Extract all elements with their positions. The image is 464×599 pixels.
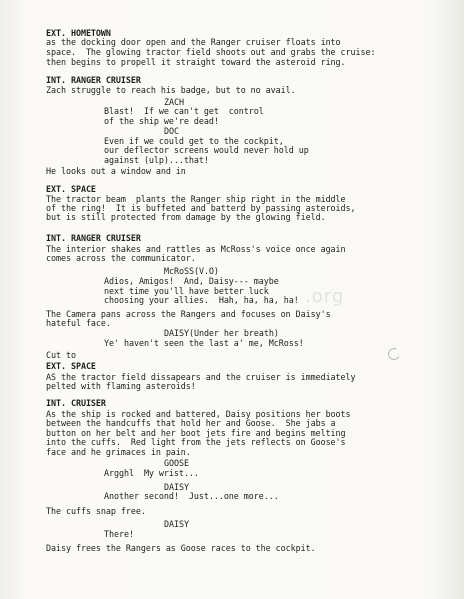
dialogue-line: There!: [104, 529, 134, 539]
dialogue-line: Ye' haven't seen the last a' me, McRoss!: [104, 338, 304, 348]
action-line: The tractor beam plants the Ranger ship right in the middle: [46, 194, 346, 204]
character-name: ZACH: [164, 97, 184, 107]
dialogue-line: Even if we could get to the cockpit,: [104, 136, 284, 146]
watermark: .org: [305, 286, 345, 307]
character-name: DAISY: [164, 482, 189, 492]
scene-heading: EXT. SPACE: [46, 361, 96, 371]
action-line: but is still protected from damage by the glowing field.: [46, 212, 326, 222]
action-line: button on her belt and her boot jets fire and begins melting: [46, 428, 346, 438]
action-line: As the ship is rocked and battered, Daisy positions her boots: [46, 409, 351, 419]
action-line: of the ring! It is buffeted and batterd by passing asteroids,: [46, 203, 356, 213]
character-name: GOOSE: [164, 458, 189, 468]
action-line: comes across the communicator.: [46, 253, 196, 263]
action-line: The interior shakes and rattles as McRoss's voice once again: [46, 244, 346, 254]
dialogue-line: of the ship we're dead!: [104, 116, 219, 126]
action-line: Daisy frees the Rangers as Goose races to the cockpit.: [46, 543, 316, 553]
scene-heading: INT. CRUISER: [46, 398, 106, 408]
page-smudge-mark: [386, 346, 401, 361]
dialogue-line: against (ulp)...that!: [104, 155, 209, 165]
action-line: face and he grimaces in pain.: [46, 447, 191, 457]
action-line: pelted with flaming asteroids!: [46, 381, 196, 391]
scene-heading: EXT. SPACE: [46, 184, 96, 194]
action-line: as the docking door open and the Ranger cruiser floats into: [46, 37, 341, 47]
dialogue-line: Another second! Just...one more...: [104, 491, 279, 501]
scene-heading: INT. RANGER CRUISER: [46, 75, 141, 85]
scene-heading: INT. RANGER CRUISER: [46, 233, 141, 243]
dialogue-line: Blast! If we can't get control: [104, 106, 264, 116]
dialogue-line: choosing your allies. Hah, ha, ha, ha!: [104, 295, 299, 305]
action-line: AS the tractor field dissapears and the cruiser is immediately: [46, 372, 356, 382]
action-line: space. The glowing tractor field shoots out and grabs the cruise:: [46, 47, 376, 57]
action-line: hateful face.: [46, 318, 111, 328]
action-line: The Camera pans across the Rangers and focuses on Daisy's: [46, 309, 331, 319]
character-name: DAISY: [164, 519, 189, 529]
character-name: McRoSS(V.O): [164, 266, 219, 276]
dialogue-line: Adios, Amigos! And, Daisy--- maybe: [104, 276, 279, 286]
action-line: into the cuffs. Red light from the jets reflects on Goose's: [46, 437, 346, 447]
character-name: DAISY(Under her breath): [164, 328, 279, 338]
transition: Cut to: [46, 350, 76, 360]
dialogue-line: our deflector screens would never hold up: [104, 145, 309, 155]
action-line: He looks out a window and in: [46, 166, 186, 176]
scene-heading: EXT. HOMETOWN: [46, 28, 111, 38]
dialogue-line: Argghl My wrist...: [104, 468, 199, 478]
dialogue-line: next time you'll have better luck: [104, 286, 269, 296]
action-line: between the handcuffs that hold her and Goose. She jabs a: [46, 418, 336, 428]
action-line: Zach struggle to reach his badge, but to no avail.: [46, 85, 296, 95]
action-line: The cuffs snap free.: [46, 506, 146, 516]
character-name: DOC: [164, 126, 179, 136]
action-line: then begins to propell it straight toward the asteroid ring.: [46, 57, 346, 67]
